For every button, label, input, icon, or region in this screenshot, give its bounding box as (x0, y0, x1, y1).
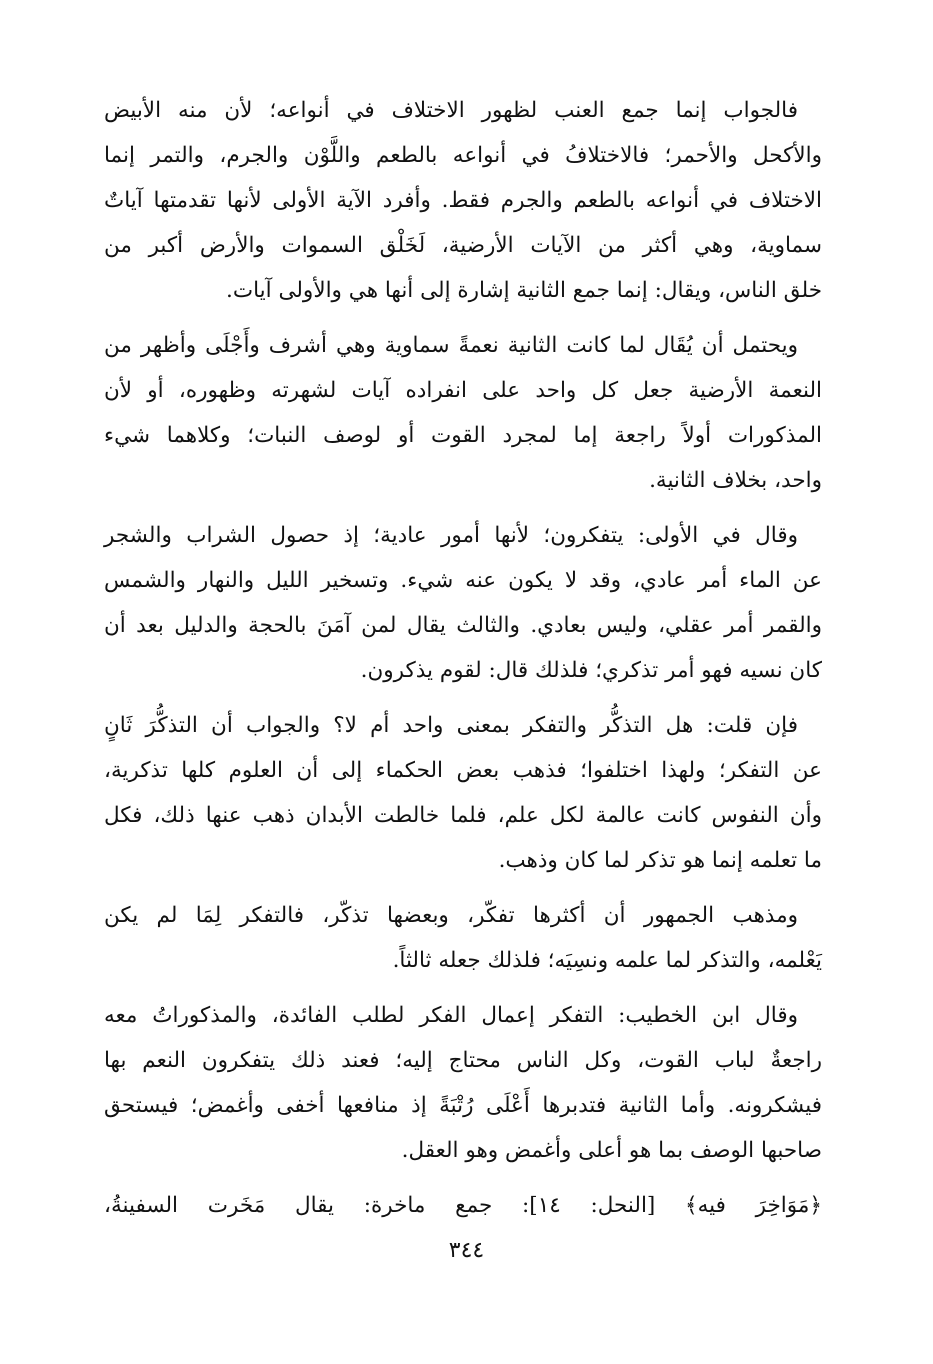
text-line: المذكورات أولاً راجعة إما لمجرد القوت أو لوصف النبات؛ وكلاهما شيء (104, 423, 822, 448)
paragraph-spacer (104, 503, 822, 513)
text-line: صاحبها الوصف بما هو أعلى وأغمض وهو العقل. (401, 1138, 822, 1163)
text-line: الاختلاف في أنواعه بالطعم والجرم فقط. وأفرد الآية الأولى لأنها تقدمتها آياتٌ (104, 188, 822, 213)
text-line: راجعةٌ لباب القوت، وكل الناس محتاج إليه؛ فعند ذلك يتفكرون النعم بها (104, 1048, 822, 1073)
text-line: ويحتمل أن يُقَال لما كانت الثانية نعمةً سماوية وهي أشرف وأَجْلَى وأظهر من (104, 333, 798, 358)
text-line: وأن النفوس كانت عالمة لكل علم، فلما خالطت الأبدان ذهب عنها ذلك، فكل (104, 803, 822, 828)
text-line: كان نسيه فهو أمر تذكري؛ فلذلك قال: لقوم يذكرون. (360, 658, 822, 683)
text-line: فإن قلت: هل التذكُّر والتفكر بمعنى واحد أم لا؟ والجواب أن التذكُّرَ ثَانٍ (104, 713, 798, 738)
text-line: النعمة الأرضية جعل كل واحد على انفراده آيات لشهرته وظهوره، أو لأن (104, 378, 822, 403)
paragraph-spacer (104, 983, 822, 993)
paragraph-3 (104, 513, 822, 693)
paragraph-4 (104, 703, 822, 883)
text-line: واحد، بخلاف الثانية. (649, 468, 822, 493)
text-line: ما تعلمه إنما هو تذكر لما كان وذهب. (498, 848, 822, 873)
paragraph-spacer (104, 883, 822, 893)
text-line: فيشكرونه. وأما الثانية فتدبرها أَعْلَى رُتْبَةً إذ منافعها أخفى وأغمض؛ فيستحق (104, 1093, 822, 1118)
page-number: ٣٤٤ (448, 1238, 485, 1263)
text-line: يَعْلمه، والتذكر لما علمه ونسِيَه؛ فلذلك جعله ثالثاً. (392, 948, 822, 973)
text-line: ومذهب الجمهور أن أكثرها تفكّر، وبعضها تذكّر، فالتفكر لِمَا لم يكن (104, 903, 798, 928)
text-line: سماوية، وهي أكثر من الآيات الأرضية، لَخَلْق السموات والأرض أكبر من (104, 233, 822, 258)
text-line: والأكحل والأحمر؛ فالاختلافُ في أنواعه بالطعم واللَّوْن والجرم، والتمر إنما (104, 143, 822, 168)
paragraph-spacer (104, 1173, 822, 1183)
paragraph-spacer (104, 313, 822, 323)
paragraph-spacer (104, 693, 822, 703)
paragraph-1 (104, 88, 822, 313)
text-line: ﴿مَوَاخِرَ فيه﴾ [النحل: ١٤]: جمع ماخرة: يقال مَخَرت السفينةُ، (104, 1193, 823, 1218)
text-line: عن الماء أمر عادي، وقد لا يكون عنه شيء. وتسخير الليل والنهار والشمس (104, 568, 822, 593)
text-line: وقال ابن الخطيب: التفكر إعمال الفكر لطلب الفائدة، والمذكوراتُ معه (104, 1003, 798, 1028)
text-line: فالجواب إنما جمع العنب لظهور الاختلاف في أنواعه؛ لأن منه الأبيض (104, 98, 798, 123)
text-line: وقال في الأولى: يتفكرون؛ لأنها أمور عادية؛ إذ حصول الشراب والشجر (104, 523, 798, 548)
paragraph-5 (104, 893, 822, 983)
paragraph-7 (104, 1183, 822, 1228)
text-line: عن التفكر؛ ولهذا اختلفوا؛ فذهب بعض الحكماء إلى أن العلوم كلها تذكرية، (104, 758, 822, 783)
paragraph-6 (104, 993, 822, 1173)
text-line: والقمر أمر عقلي، وليس بعادي. والثالث يقال لمن آمَنَ بالحجة والدليل بعد أن (104, 613, 822, 638)
text-line: خلق الناس، ويقال: إنما جمع الثانية إشارة إلى أنها هي والأولى آيات. (226, 278, 822, 303)
body-text (104, 88, 822, 1228)
paragraph-2 (104, 323, 822, 503)
